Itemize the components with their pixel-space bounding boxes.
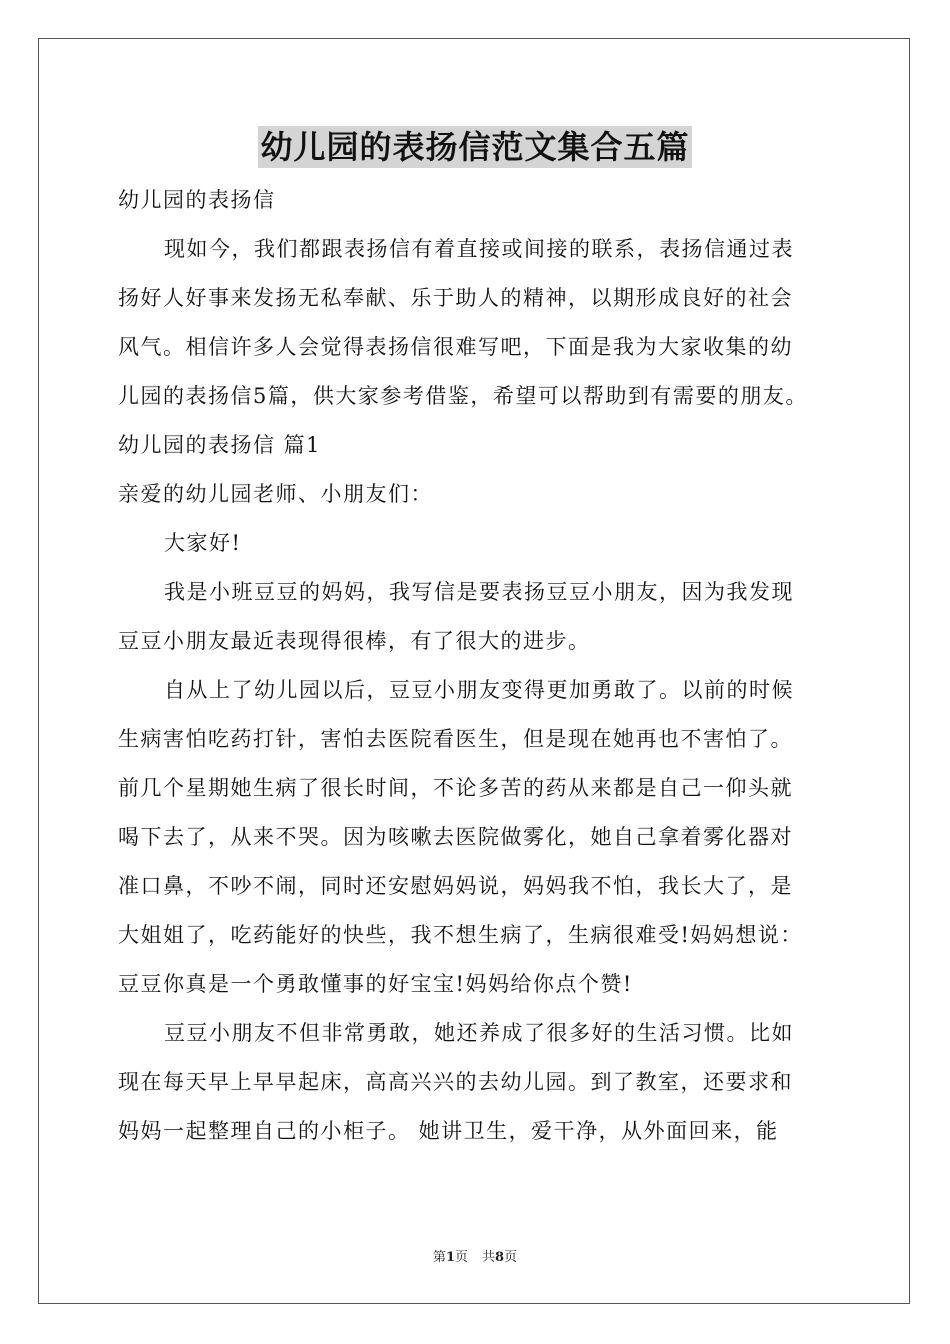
text-line: 大家好!	[164, 531, 242, 555]
page-prefix: 第	[432, 1250, 446, 1265]
text-line: 亲爱的幼儿园老师、小朋友们：	[118, 482, 433, 506]
text-line: 幼儿园的表扬信	[118, 188, 276, 212]
text-line: 准口鼻，不吵不闹，同时还安慰妈妈说，妈妈我不怕，我长大了，是	[118, 874, 793, 898]
text-line: 现如今，我们都跟表扬信有着直接或间接的联系，表扬信通过表	[164, 237, 794, 261]
text-line: 豆豆你真是一个勇敢懂事的好宝宝!妈妈给你点个赞!	[118, 972, 633, 996]
text-line: 扬好人好事来发扬无私奉献、乐于助人的精神，以期形成良好的社会	[118, 286, 793, 310]
text-line: 现在每天早上早早起床，高高兴兴的去幼儿园。到了教室，还要求和	[118, 1070, 793, 1094]
page-suffix: 页	[454, 1250, 468, 1265]
text-line: 生病害怕吃药打针，害怕去医院看医生，但是现在她再也不害怕了。	[118, 727, 793, 751]
total-pages-number: 8	[495, 1250, 505, 1265]
text-line: 豆豆小朋友不但非常勇敢，她还养成了很多好的生活习惯。比如	[164, 1021, 794, 1045]
current-page-number: 1	[445, 1250, 455, 1265]
text-line: 幼儿园的表扬信 篇1	[118, 433, 322, 457]
text-line: 我是小班豆豆的妈妈，我写信是要表扬豆豆小朋友，因为我发现	[164, 580, 794, 604]
text-line: 妈妈一起整理自己的小柜子。 她讲卫生，爱干净，从外面回来，能	[118, 1119, 779, 1143]
document-title: 幼儿园的表扬信范文集合五篇	[260, 128, 690, 166]
total-suffix: 页	[504, 1250, 518, 1265]
document-body	[118, 176, 838, 1156]
text-line: 喝下去了，从来不哭。因为咳嗽去医院做雾化，她自己拿着雾化器对	[118, 825, 793, 849]
title-container	[0, 126, 950, 168]
total-prefix: 共	[482, 1250, 496, 1265]
page-footer	[0, 1246, 950, 1265]
text-line: 风气。相信许多人会觉得表扬信很难写吧，下面是我为大家收集的幼	[118, 335, 793, 359]
text-line: 前几个星期她生病了很长时间，不论多苦的药从来都是自己一仰头就	[118, 776, 793, 800]
text-line: 儿园的表扬信5篇，供大家参考借鉴，希望可以帮助到有需要的朋友。	[118, 384, 808, 408]
text-line: 豆豆小朋友最近表现得很棒，有了很大的进步。	[118, 629, 591, 653]
text-line: 自从上了幼儿园以后，豆豆小朋友变得更加勇敢了。以前的时候	[164, 678, 794, 702]
text-line: 大姐姐了，吃药能好的快些，我不想生病了，生病很难受!妈妈想说：	[118, 923, 803, 947]
